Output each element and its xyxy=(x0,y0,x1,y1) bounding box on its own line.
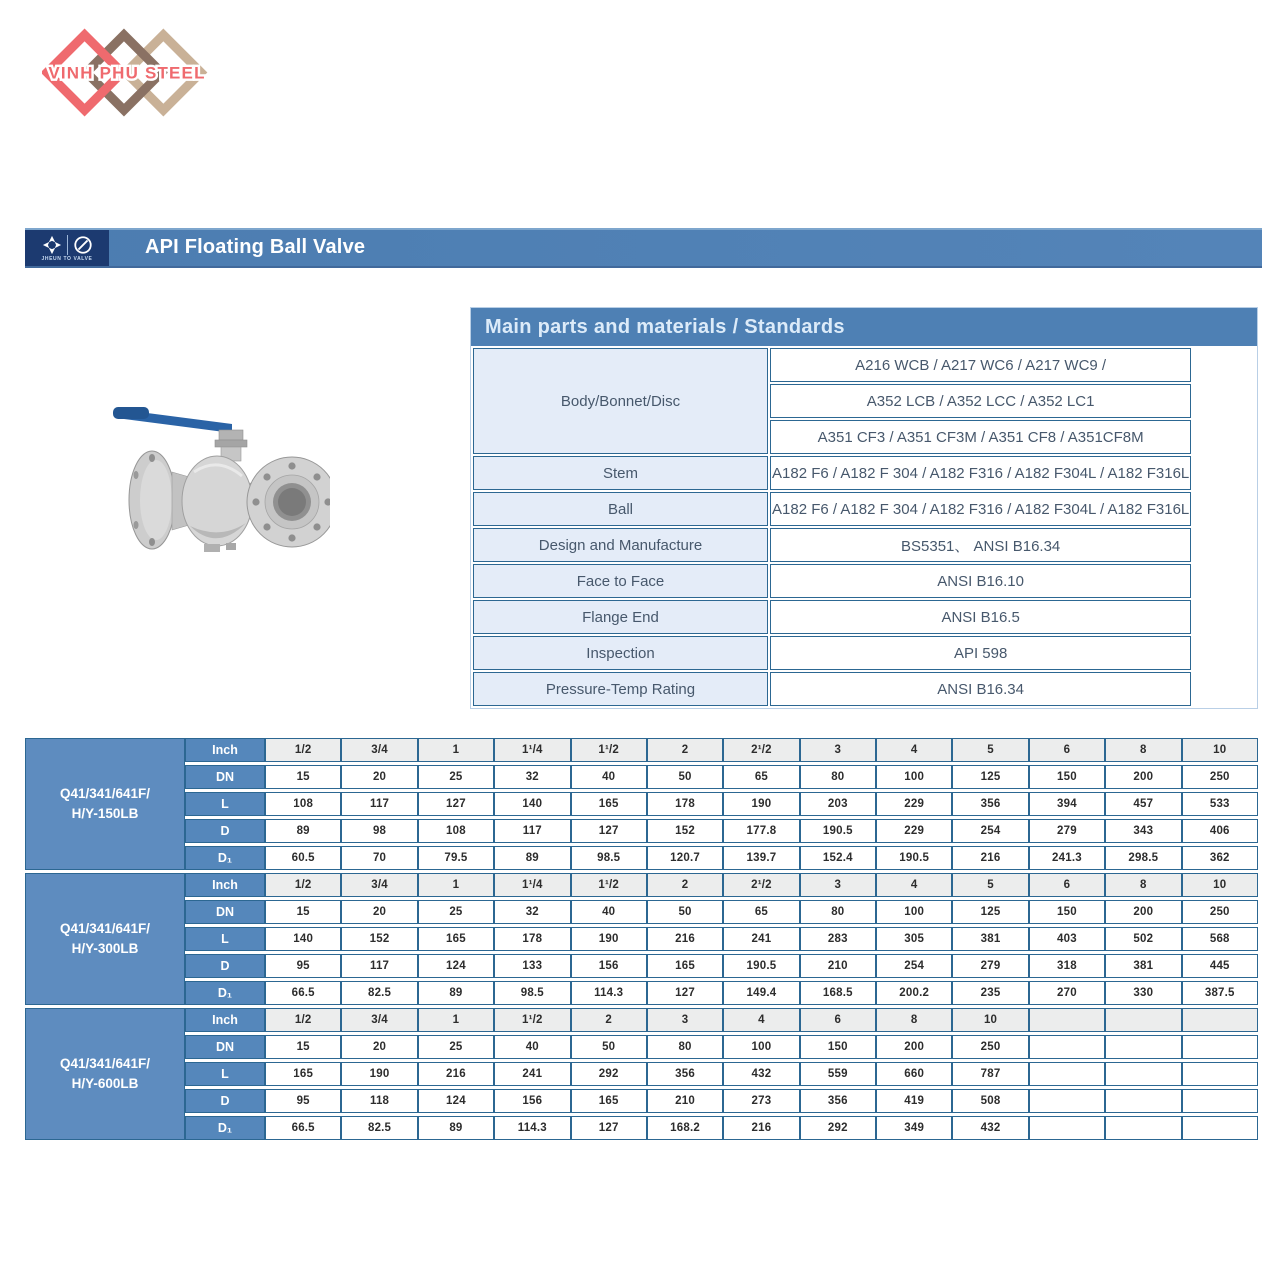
dimension-cell: 568 xyxy=(1182,927,1259,951)
dimension-cell: 15 xyxy=(265,765,341,789)
dimension-cell: 100 xyxy=(876,900,952,924)
dimension-cell: 40 xyxy=(494,1035,570,1059)
dimension-cell: 65 xyxy=(723,765,799,789)
dimension-cell: 133 xyxy=(494,954,570,978)
section-title-bar xyxy=(25,228,1262,268)
material-row-value: API 598 xyxy=(770,636,1191,670)
material-row-label: Face to Face xyxy=(473,564,768,598)
dimension-cell: 127 xyxy=(418,792,494,816)
dimension-cell: 241.3 xyxy=(1029,846,1105,870)
dimension-cell: 25 xyxy=(418,900,494,924)
dimension-cell: 254 xyxy=(876,954,952,978)
dimension-row-header: D xyxy=(185,1089,265,1113)
dimension-cell: 2¹/2 xyxy=(723,738,799,762)
dimension-cell: 190 xyxy=(723,792,799,816)
dimension-cell: 210 xyxy=(800,954,876,978)
dimension-cell: 140 xyxy=(494,792,570,816)
material-row-label: Flange End xyxy=(473,600,768,634)
dimension-cell: 82.5 xyxy=(341,981,417,1005)
brand-logo-box xyxy=(25,230,109,266)
dimension-cell: 149.4 xyxy=(723,981,799,1005)
dimension-row-header: L xyxy=(185,1062,265,1086)
dimension-cell: 432 xyxy=(723,1062,799,1086)
dimension-cell: 178 xyxy=(494,927,570,951)
dimension-cell: 5 xyxy=(952,738,1028,762)
dimension-cell: 139.7 xyxy=(723,846,799,870)
dimension-cell xyxy=(1029,1062,1105,1086)
material-row-label: Body/Bonnet/Disc xyxy=(473,348,768,454)
dimension-cell xyxy=(1105,1008,1181,1032)
dimension-cell: 4 xyxy=(876,738,952,762)
materials-table-title: Main parts and materials / Standards xyxy=(471,308,1257,346)
dimension-cell: 349 xyxy=(876,1116,952,1140)
dimension-row-header: DN xyxy=(185,1035,265,1059)
dimension-cell: 98.5 xyxy=(571,846,647,870)
dimension-cell: 168.5 xyxy=(800,981,876,1005)
dimension-cell: 80 xyxy=(800,900,876,924)
dimension-cell: 502 xyxy=(1105,927,1181,951)
model-label: Q41/341/641F/ H/Y-300LB xyxy=(25,873,185,1005)
dimension-cell: 66.5 xyxy=(265,981,341,1005)
dimension-cell xyxy=(1105,1062,1181,1086)
dimension-cell: 533 xyxy=(1182,792,1259,816)
dimension-cell: 150 xyxy=(800,1035,876,1059)
dimension-cell: 124 xyxy=(418,1089,494,1113)
dimension-cell xyxy=(1182,1062,1259,1086)
dimension-cell: 1¹/2 xyxy=(571,738,647,762)
dimension-cell: 3 xyxy=(800,873,876,897)
dimension-cell: 292 xyxy=(800,1116,876,1140)
dimension-cell: 1¹/2 xyxy=(571,873,647,897)
dimension-cell: 25 xyxy=(418,765,494,789)
material-row-value: A351 CF3 / A351 CF3M / A351 CF8 / A351CF8M xyxy=(770,420,1191,454)
materials-table-body xyxy=(473,348,1191,706)
dimension-cell: 457 xyxy=(1105,792,1181,816)
dimension-cell xyxy=(1182,1116,1259,1140)
ball-valve-photo xyxy=(100,380,330,575)
dimension-cell: 89 xyxy=(418,1116,494,1140)
dimension-cell: 98 xyxy=(341,819,417,843)
ball-valve-illustration-icon xyxy=(100,380,330,570)
dimension-cell: 8 xyxy=(1105,873,1181,897)
dimension-cell: 80 xyxy=(800,765,876,789)
dimension-cell xyxy=(1029,1035,1105,1059)
dimension-cell xyxy=(1029,1089,1105,1113)
dimension-cell: 40 xyxy=(571,765,647,789)
dimension-cell: 100 xyxy=(723,1035,799,1059)
dimension-cell: 168.2 xyxy=(647,1116,723,1140)
dimension-cell: 190 xyxy=(571,927,647,951)
dimension-cell: 117 xyxy=(341,792,417,816)
dimension-cell: 8 xyxy=(876,1008,952,1032)
dimension-cell: 165 xyxy=(571,1089,647,1113)
material-row-value: ANSI B16.34 xyxy=(770,672,1191,706)
material-row-label: Stem xyxy=(473,456,768,490)
maltese-cross-icon xyxy=(42,235,62,255)
dimension-cell xyxy=(1105,1116,1181,1140)
dimension-cell: 406 xyxy=(1182,819,1259,843)
dimension-cell: 190.5 xyxy=(723,954,799,978)
dimension-cell xyxy=(1105,1089,1181,1113)
dimension-cell: 177.8 xyxy=(723,819,799,843)
dimension-cell: 1 xyxy=(418,738,494,762)
dimension-cell: 1/2 xyxy=(265,873,341,897)
dimension-cell xyxy=(1182,1089,1259,1113)
dimension-cell: 140 xyxy=(265,927,341,951)
dimension-cell: 3/4 xyxy=(341,873,417,897)
dimension-cell: 3 xyxy=(800,738,876,762)
dimension-cell: 6 xyxy=(800,1008,876,1032)
dimension-cell: 1¹/4 xyxy=(494,738,570,762)
dimension-cell: 89 xyxy=(265,819,341,843)
dimension-cell: 15 xyxy=(265,1035,341,1059)
dimension-cell: 6 xyxy=(1029,873,1105,897)
dimension-cell: 127 xyxy=(571,819,647,843)
dimension-cell: 387.5 xyxy=(1182,981,1259,1005)
dimension-cell: 3/4 xyxy=(341,738,417,762)
material-row-label: Pressure-Temp Rating xyxy=(473,672,768,706)
model-label: Q41/341/641F/ H/Y-150LB xyxy=(25,738,185,870)
dimension-cell: 6 xyxy=(1029,738,1105,762)
dimension-row-header: Inch xyxy=(185,873,265,897)
dimension-cell: 127 xyxy=(571,1116,647,1140)
page-title: API Floating Ball Valve xyxy=(145,236,366,258)
dimension-cell: 200 xyxy=(1105,765,1181,789)
dimension-cell: 330 xyxy=(1105,981,1181,1005)
dimension-cell: 100 xyxy=(876,765,952,789)
dimension-cell: 10 xyxy=(952,1008,1028,1032)
dimension-cell: 445 xyxy=(1182,954,1259,978)
dimension-cell: 20 xyxy=(341,1035,417,1059)
dimension-cell: 108 xyxy=(418,819,494,843)
model-label: Q41/341/641F/ H/Y-600LB xyxy=(25,1008,185,1140)
dimension-cell: 203 xyxy=(800,792,876,816)
dimension-cell: 152 xyxy=(341,927,417,951)
dimension-cell: 156 xyxy=(494,1089,570,1113)
dimension-cell: 292 xyxy=(571,1062,647,1086)
dimension-cell: 50 xyxy=(647,765,723,789)
dimension-cell: 25 xyxy=(418,1035,494,1059)
dimension-cell: 15 xyxy=(265,900,341,924)
dimension-cell: 4 xyxy=(876,873,952,897)
dimension-row-header: L xyxy=(185,792,265,816)
material-row-label: Design and Manufacture xyxy=(473,528,768,562)
dimension-cell: 270 xyxy=(1029,981,1105,1005)
dimension-cell: 200 xyxy=(876,1035,952,1059)
dimension-cell: 1/2 xyxy=(265,738,341,762)
dimension-cell: 356 xyxy=(952,792,1028,816)
material-row-value: BS5351、 ANSI B16.34 xyxy=(770,528,1191,562)
dimension-cell: 127 xyxy=(647,981,723,1005)
dimension-cell: 1/2 xyxy=(265,1008,341,1032)
dimension-cell: 125 xyxy=(952,765,1028,789)
dimension-cell: 95 xyxy=(265,1089,341,1113)
dimension-row-header: DN xyxy=(185,900,265,924)
icon-divider xyxy=(67,235,68,255)
dimension-cell: 210 xyxy=(647,1089,723,1113)
brand-small-text: JHEUN TO VALVE xyxy=(41,255,93,262)
dimension-cell: 273 xyxy=(723,1089,799,1113)
dimension-cell: 32 xyxy=(494,765,570,789)
dimension-cell: 1¹/4 xyxy=(494,873,570,897)
dimension-cell: 362 xyxy=(1182,846,1259,870)
dimension-cell: 4 xyxy=(723,1008,799,1032)
dimension-cell: 40 xyxy=(571,900,647,924)
dimension-cell: 190.5 xyxy=(876,846,952,870)
dimension-row-header: D xyxy=(185,954,265,978)
dimension-cell: 279 xyxy=(1029,819,1105,843)
dimension-cell: 190.5 xyxy=(800,819,876,843)
logo-text: VINH PHU STEEL xyxy=(48,63,206,83)
dimension-cell: 8 xyxy=(1105,738,1181,762)
dimension-cell: 2¹/2 xyxy=(723,873,799,897)
dimension-cell: 241 xyxy=(723,927,799,951)
dimension-cell: 95 xyxy=(265,954,341,978)
dimension-cell xyxy=(1029,1008,1105,1032)
dimension-cell: 305 xyxy=(876,927,952,951)
dimension-cell: 156 xyxy=(571,954,647,978)
dimension-cell: 279 xyxy=(952,954,1028,978)
dimension-row-header: Inch xyxy=(185,1008,265,1032)
dimension-cell: 508 xyxy=(952,1089,1028,1113)
dimension-cell: 254 xyxy=(952,819,1028,843)
dimension-cell: 165 xyxy=(265,1062,341,1086)
material-row-label: Inspection xyxy=(473,636,768,670)
dimension-cell: 250 xyxy=(952,1035,1028,1059)
dimension-cell: 10 xyxy=(1182,738,1259,762)
dimension-row-header: D₁ xyxy=(185,846,265,870)
dimension-cell: 165 xyxy=(647,954,723,978)
dimension-cell: 660 xyxy=(876,1062,952,1086)
dimension-cell: 1¹/2 xyxy=(494,1008,570,1032)
dimension-cell: 356 xyxy=(800,1089,876,1113)
dimension-cell: 787 xyxy=(952,1062,1028,1086)
dimension-cell: 150 xyxy=(1029,900,1105,924)
dimension-row-header: L xyxy=(185,927,265,951)
dimension-cell: 190 xyxy=(341,1062,417,1086)
dimension-cell: 114.3 xyxy=(494,1116,570,1140)
dimension-cell: 165 xyxy=(571,792,647,816)
dimension-cell: 152 xyxy=(647,819,723,843)
material-row-value: A352 LCB / A352 LCC / A352 LC1 xyxy=(770,384,1191,418)
dimension-cell: 2 xyxy=(647,738,723,762)
dimension-cell: 60.5 xyxy=(265,846,341,870)
dimension-cell: 229 xyxy=(876,792,952,816)
dimension-cell: 229 xyxy=(876,819,952,843)
dimension-cell: 216 xyxy=(952,846,1028,870)
dimension-cell: 65 xyxy=(723,900,799,924)
material-row-value: ANSI B16.10 xyxy=(770,564,1191,598)
dimension-cell: 108 xyxy=(265,792,341,816)
dimension-cell: 50 xyxy=(647,900,723,924)
dimension-cell: 124 xyxy=(418,954,494,978)
dimension-cell: 3 xyxy=(647,1008,723,1032)
dimension-cell: 283 xyxy=(800,927,876,951)
dimension-cell: 152.4 xyxy=(800,846,876,870)
dimension-cell: 216 xyxy=(647,927,723,951)
dimension-cell xyxy=(1105,1035,1181,1059)
dimension-cell: 20 xyxy=(341,765,417,789)
dimension-cell: 381 xyxy=(952,927,1028,951)
dimensions-table xyxy=(25,735,1258,1143)
dimension-cell: 250 xyxy=(1182,900,1259,924)
dimension-cell: 394 xyxy=(1029,792,1105,816)
dimension-cell: 298.5 xyxy=(1105,846,1181,870)
dimension-cell: 5 xyxy=(952,873,1028,897)
dimension-cell: 32 xyxy=(494,900,570,924)
dimension-row-header: D₁ xyxy=(185,1116,265,1140)
dimension-cell: 10 xyxy=(1182,873,1259,897)
dimension-cell: 200 xyxy=(1105,900,1181,924)
dimension-cell: 118 xyxy=(341,1089,417,1113)
dimension-cell: 432 xyxy=(952,1116,1028,1140)
dimension-cell: 318 xyxy=(1029,954,1105,978)
dimension-cell: 117 xyxy=(341,954,417,978)
dimension-cell: 200.2 xyxy=(876,981,952,1005)
dimension-cell: 125 xyxy=(952,900,1028,924)
dimension-cell: 250 xyxy=(1182,765,1259,789)
material-row-label: Ball xyxy=(473,492,768,526)
dimension-cell: 3/4 xyxy=(341,1008,417,1032)
company-logo xyxy=(42,24,212,129)
dimension-cell: 1 xyxy=(418,1008,494,1032)
dimension-cell: 2 xyxy=(647,873,723,897)
material-row-value: ANSI B16.5 xyxy=(770,600,1191,634)
dimension-cell: 343 xyxy=(1105,819,1181,843)
dimension-cell: 381 xyxy=(1105,954,1181,978)
dimension-cell: 117 xyxy=(494,819,570,843)
dimension-cell: 216 xyxy=(723,1116,799,1140)
dimension-cell: 120.7 xyxy=(647,846,723,870)
dimension-cell: 235 xyxy=(952,981,1028,1005)
dimension-cell: 70 xyxy=(341,846,417,870)
dimension-cell: 89 xyxy=(494,846,570,870)
dimension-cell: 559 xyxy=(800,1062,876,1086)
dimension-cell: 80 xyxy=(647,1035,723,1059)
dimension-cell: 114.3 xyxy=(571,981,647,1005)
dimension-cell: 165 xyxy=(418,927,494,951)
dimension-cell: 241 xyxy=(494,1062,570,1086)
dimension-row-header: D xyxy=(185,819,265,843)
dimension-row-header: DN xyxy=(185,765,265,789)
dimension-cell xyxy=(1182,1008,1259,1032)
dimension-cell: 50 xyxy=(571,1035,647,1059)
dimension-cell: 403 xyxy=(1029,927,1105,951)
dimension-row-header: Inch xyxy=(185,738,265,762)
dimension-cell: 178 xyxy=(647,792,723,816)
dimension-cell: 1 xyxy=(418,873,494,897)
material-row-value: A216 WCB / A217 WC6 / A217 WC9 / xyxy=(770,348,1191,382)
dimension-cell: 356 xyxy=(647,1062,723,1086)
dimension-cell: 98.5 xyxy=(494,981,570,1005)
dimension-cell: 2 xyxy=(571,1008,647,1032)
dimension-row-header: D₁ xyxy=(185,981,265,1005)
circle-slash-icon xyxy=(73,235,93,255)
dimension-cell: 216 xyxy=(418,1062,494,1086)
logo-diamonds-icon xyxy=(42,24,212,124)
dimensions-table-body xyxy=(25,738,1258,1140)
dimension-cell: 150 xyxy=(1029,765,1105,789)
dimension-cell: 89 xyxy=(418,981,494,1005)
dimension-cell xyxy=(1029,1116,1105,1140)
material-row-value: A182 F6 / A182 F 304 / A182 F316 / A182 F304L / A182 F316L xyxy=(770,492,1191,526)
dimension-cell: 20 xyxy=(341,900,417,924)
materials-standards-table xyxy=(470,307,1258,709)
dimension-cell: 79.5 xyxy=(418,846,494,870)
dimension-cell: 419 xyxy=(876,1089,952,1113)
dimension-cell: 82.5 xyxy=(341,1116,417,1140)
material-row-value: A182 F6 / A182 F 304 / A182 F316 / A182 F304L / A182 F316L xyxy=(770,456,1191,490)
dimension-cell: 66.5 xyxy=(265,1116,341,1140)
dimension-cell xyxy=(1182,1035,1259,1059)
